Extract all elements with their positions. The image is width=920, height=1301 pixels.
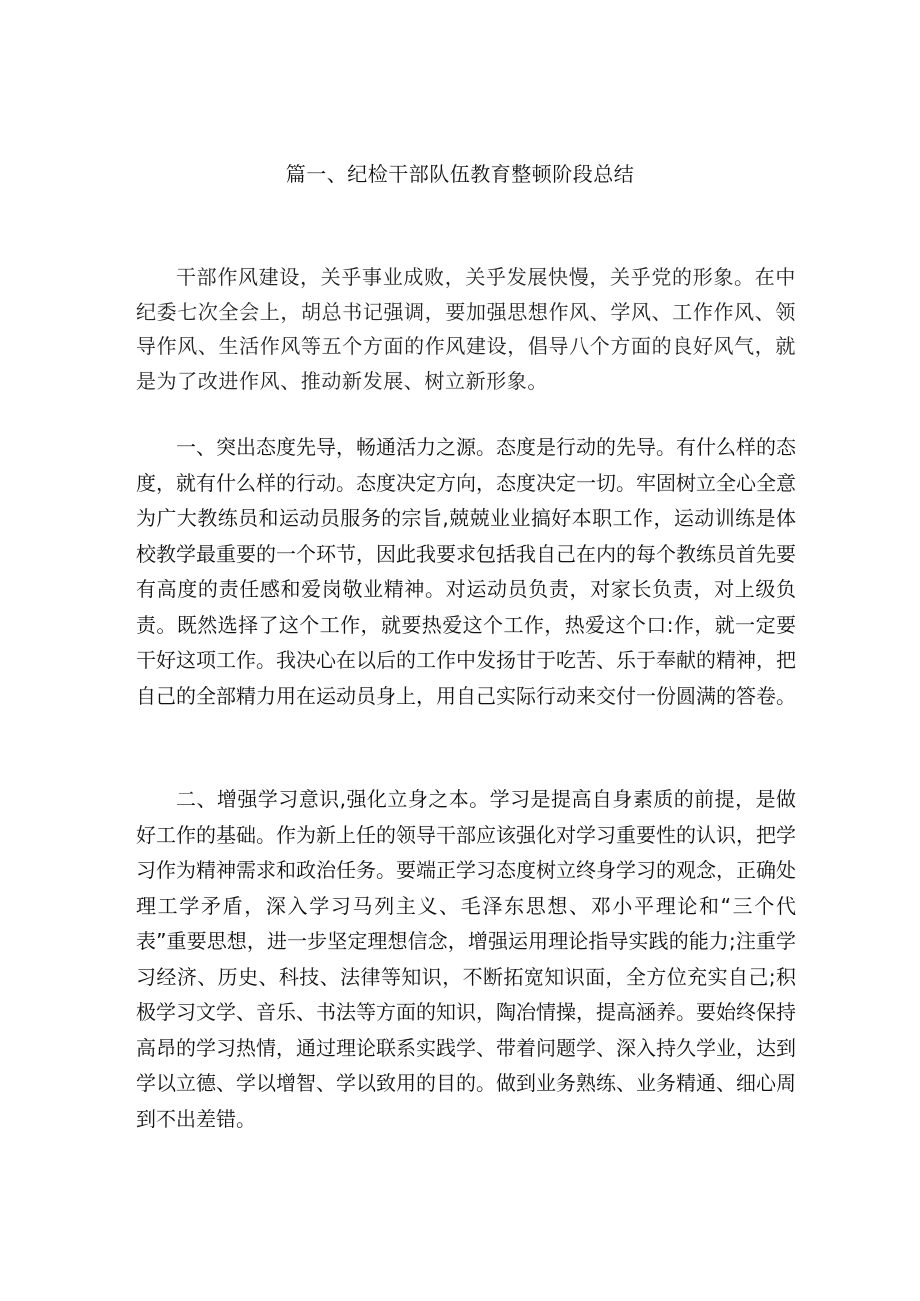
section-one-paragraph: 一、突出态度先导，畅通活力之源。态度是行动的先导。有什么样的态度，就有什么样的行动。态度决定方向，态度决定一切。牢固树立全心全意为广大教练员和运动员服务的宗旨,兢兢业业搞好本职工作，运动训练是体校教学最重要的一个环节，因此我要求包括我自己在内的每个教练员首先要有高度的责任感和爱岗敬业精神。对运动员负责，对家长负责，对上级负责。既然选择了这个工作，就要热爱这个工作，热爱这个口:作，就一定要干好这项工作。我决心在以后的工作中发扬甘于吃苦、乐于奉献的精神，把自己的全部精力用在运动员身上，用自己实际行动来交付一份圆满的答卷。 bbox=[136, 435, 796, 708]
document-title: 篇一、纪检干部队伍教育整顿阶段总结 bbox=[285, 162, 635, 186]
section-two-paragraph: 二、增强学习意识,强化立身之本。学习是提高自身素质的前提，是做好工作的基础。作为新上任的领导干部应该强化对学习重要性的认识，把学习作为精神需求和政治任务。要端正学习态度树立终身学习的观念，正确处理工学矛盾，深入学习马列主义、毛泽东思想、邓小平理论和“三个代表”重要思想，进一步坚定理想信念，增强运用理论指导实践的能力;注重学习经济、历史、科技、法律等知识，不断拓宽知识面，全方位充实自己;积极学习文学、音乐、书法等方面的知识，陶冶情操，提高涵养。要始终保持高昂的学习热情，通过理论联系实践学、带着问题学、深入持久学业，达到学以立德、学以增智、学以致用的目的。做到业务熟练、业务精通、细心周到不出差错。 bbox=[136, 787, 796, 1131]
intro-paragraph: 干部作风建设，关乎事业成败，关乎发展快慢，关乎党的形象。在中纪委七次全会上，胡总书记强调，要加强思想作风、学风、工作作风、领导作风、生活作风等五个方面的作风建设，倡导八个方面的良好风气，就是为了改进作风、推动新发展、树立新形象。 bbox=[136, 265, 796, 393]
